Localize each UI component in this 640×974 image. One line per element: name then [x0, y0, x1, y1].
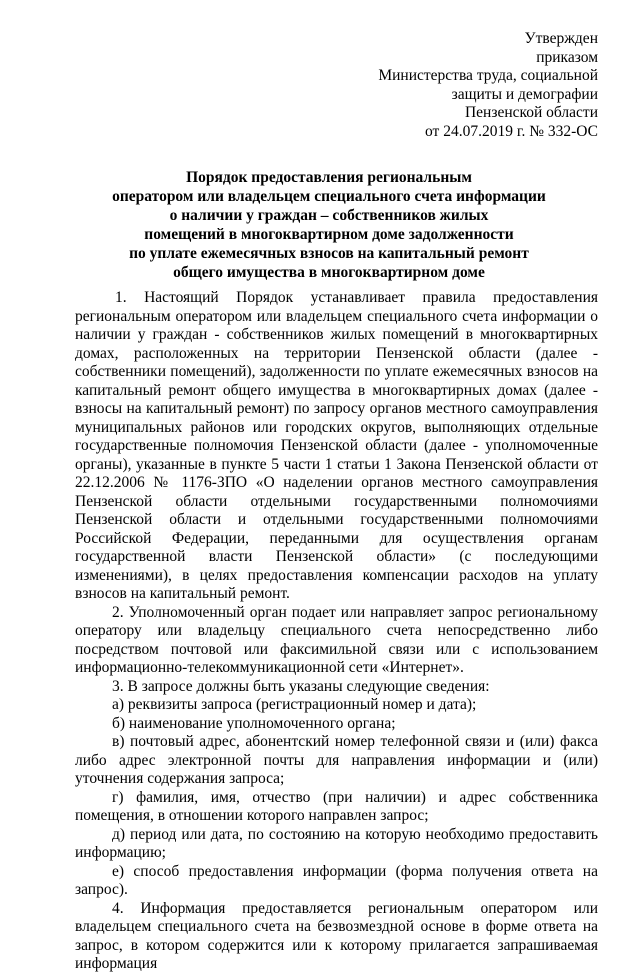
list-item-b: б) наименование уполномоченного органа; — [112, 714, 396, 732]
approval-stamp — [298, 30, 598, 141]
list-item-g: г) фамилия, имя, отчество (при наличии) и адрес собственника помещения, в отношении которого направлен запрос; — [75, 788, 598, 824]
paragraph-4: 4. Информация предоставляется региональным оператором или владельцем специального счета на безвозмездной основе в форме ответа на запрос, в котором содержится или к которому прилагается запрашиваемая информация — [75, 899, 598, 972]
paragraph-2: 2. Уполномоченный орган подает или направляет запрос региональному оператору или владельцу специального счета непосредственно либо посредством почтовой или факсимильной связи или с использованием информационно-телекоммуникационной сети «Интернет». — [75, 603, 598, 676]
approval-line: Утвержден — [524, 30, 598, 47]
approval-line: Министерства труда, социальной — [378, 67, 598, 84]
approval-line: Пензенской области — [464, 104, 598, 121]
title-line: по уплате ежемесячных взносов на капитальный ремонт — [129, 245, 529, 262]
title-line: о наличии у граждан – собственников жилых — [169, 207, 489, 224]
title-line: помещений в многоквартирном доме задолженности — [144, 226, 514, 243]
paragraph-3: 3. В запросе должны быть указаны следующие сведения: — [112, 677, 490, 695]
paragraph-1: 1. Настоящий Порядок устанавливает правила предоставления региональным оператором или владельцем специального счета информации о наличии у граждан - собственников жилых помещений в многоквартирных домах, расположенных на территории Пензенской области (далее - собственники помещений), задолженности по уплате ежемесячных взносов на капитальный ремонт общего имущества в многоквартирных домах (далее - взносы на капитальный ремонт) по запросу органов местного самоуправления муниципальных районов или городских округов, выполняющих отдельные государственные полномочия Пензенской области (далее - уполномоченные органы), указанные в пункте 5 части 1 статьи 1 Закона Пензенской области от 22.12.2006 № 1176-ЗПО «О наделении органов местного самоуправления Пензенской области отдельными государственными полномочиями Пензенской области и отдельными государственными полномочиями Российской Федерации, переданными для осуществления органам государственной власти Пензенской области» (с последующими изменениями), в целях предоставления компенсации расходов на уплату взносов на капитальный ремонт. — [75, 289, 598, 602]
title-line: оператором или владельцем специального счета информации — [112, 188, 546, 205]
list-item-d: д) период или дата, по состоянию на которую необходимо предоставить информацию; — [75, 825, 598, 861]
approval-date-line: от 24.07.2019 г. № 332-ОС — [425, 122, 598, 140]
document-body — [75, 289, 598, 974]
list-item-a: а) реквизиты запроса (регистрационный номер и дата); — [112, 696, 477, 713]
list-item-e: е) способ предоставления информации (форма получения ответа на запрос). — [75, 862, 598, 898]
approval-line: защиты и демографии — [451, 85, 598, 103]
list-item-v: в) почтовый адрес, абонентский номер телефонной связи и (или) факса либо адрес электронной почты для направления информации и (или) уточнения содержания запроса; — [75, 733, 598, 787]
title-line: Порядок предоставления региональным — [186, 169, 472, 186]
approval-line: приказом — [536, 48, 598, 66]
title-line: общего имущества в многоквартирном доме — [173, 264, 485, 281]
document-title — [60, 168, 598, 282]
